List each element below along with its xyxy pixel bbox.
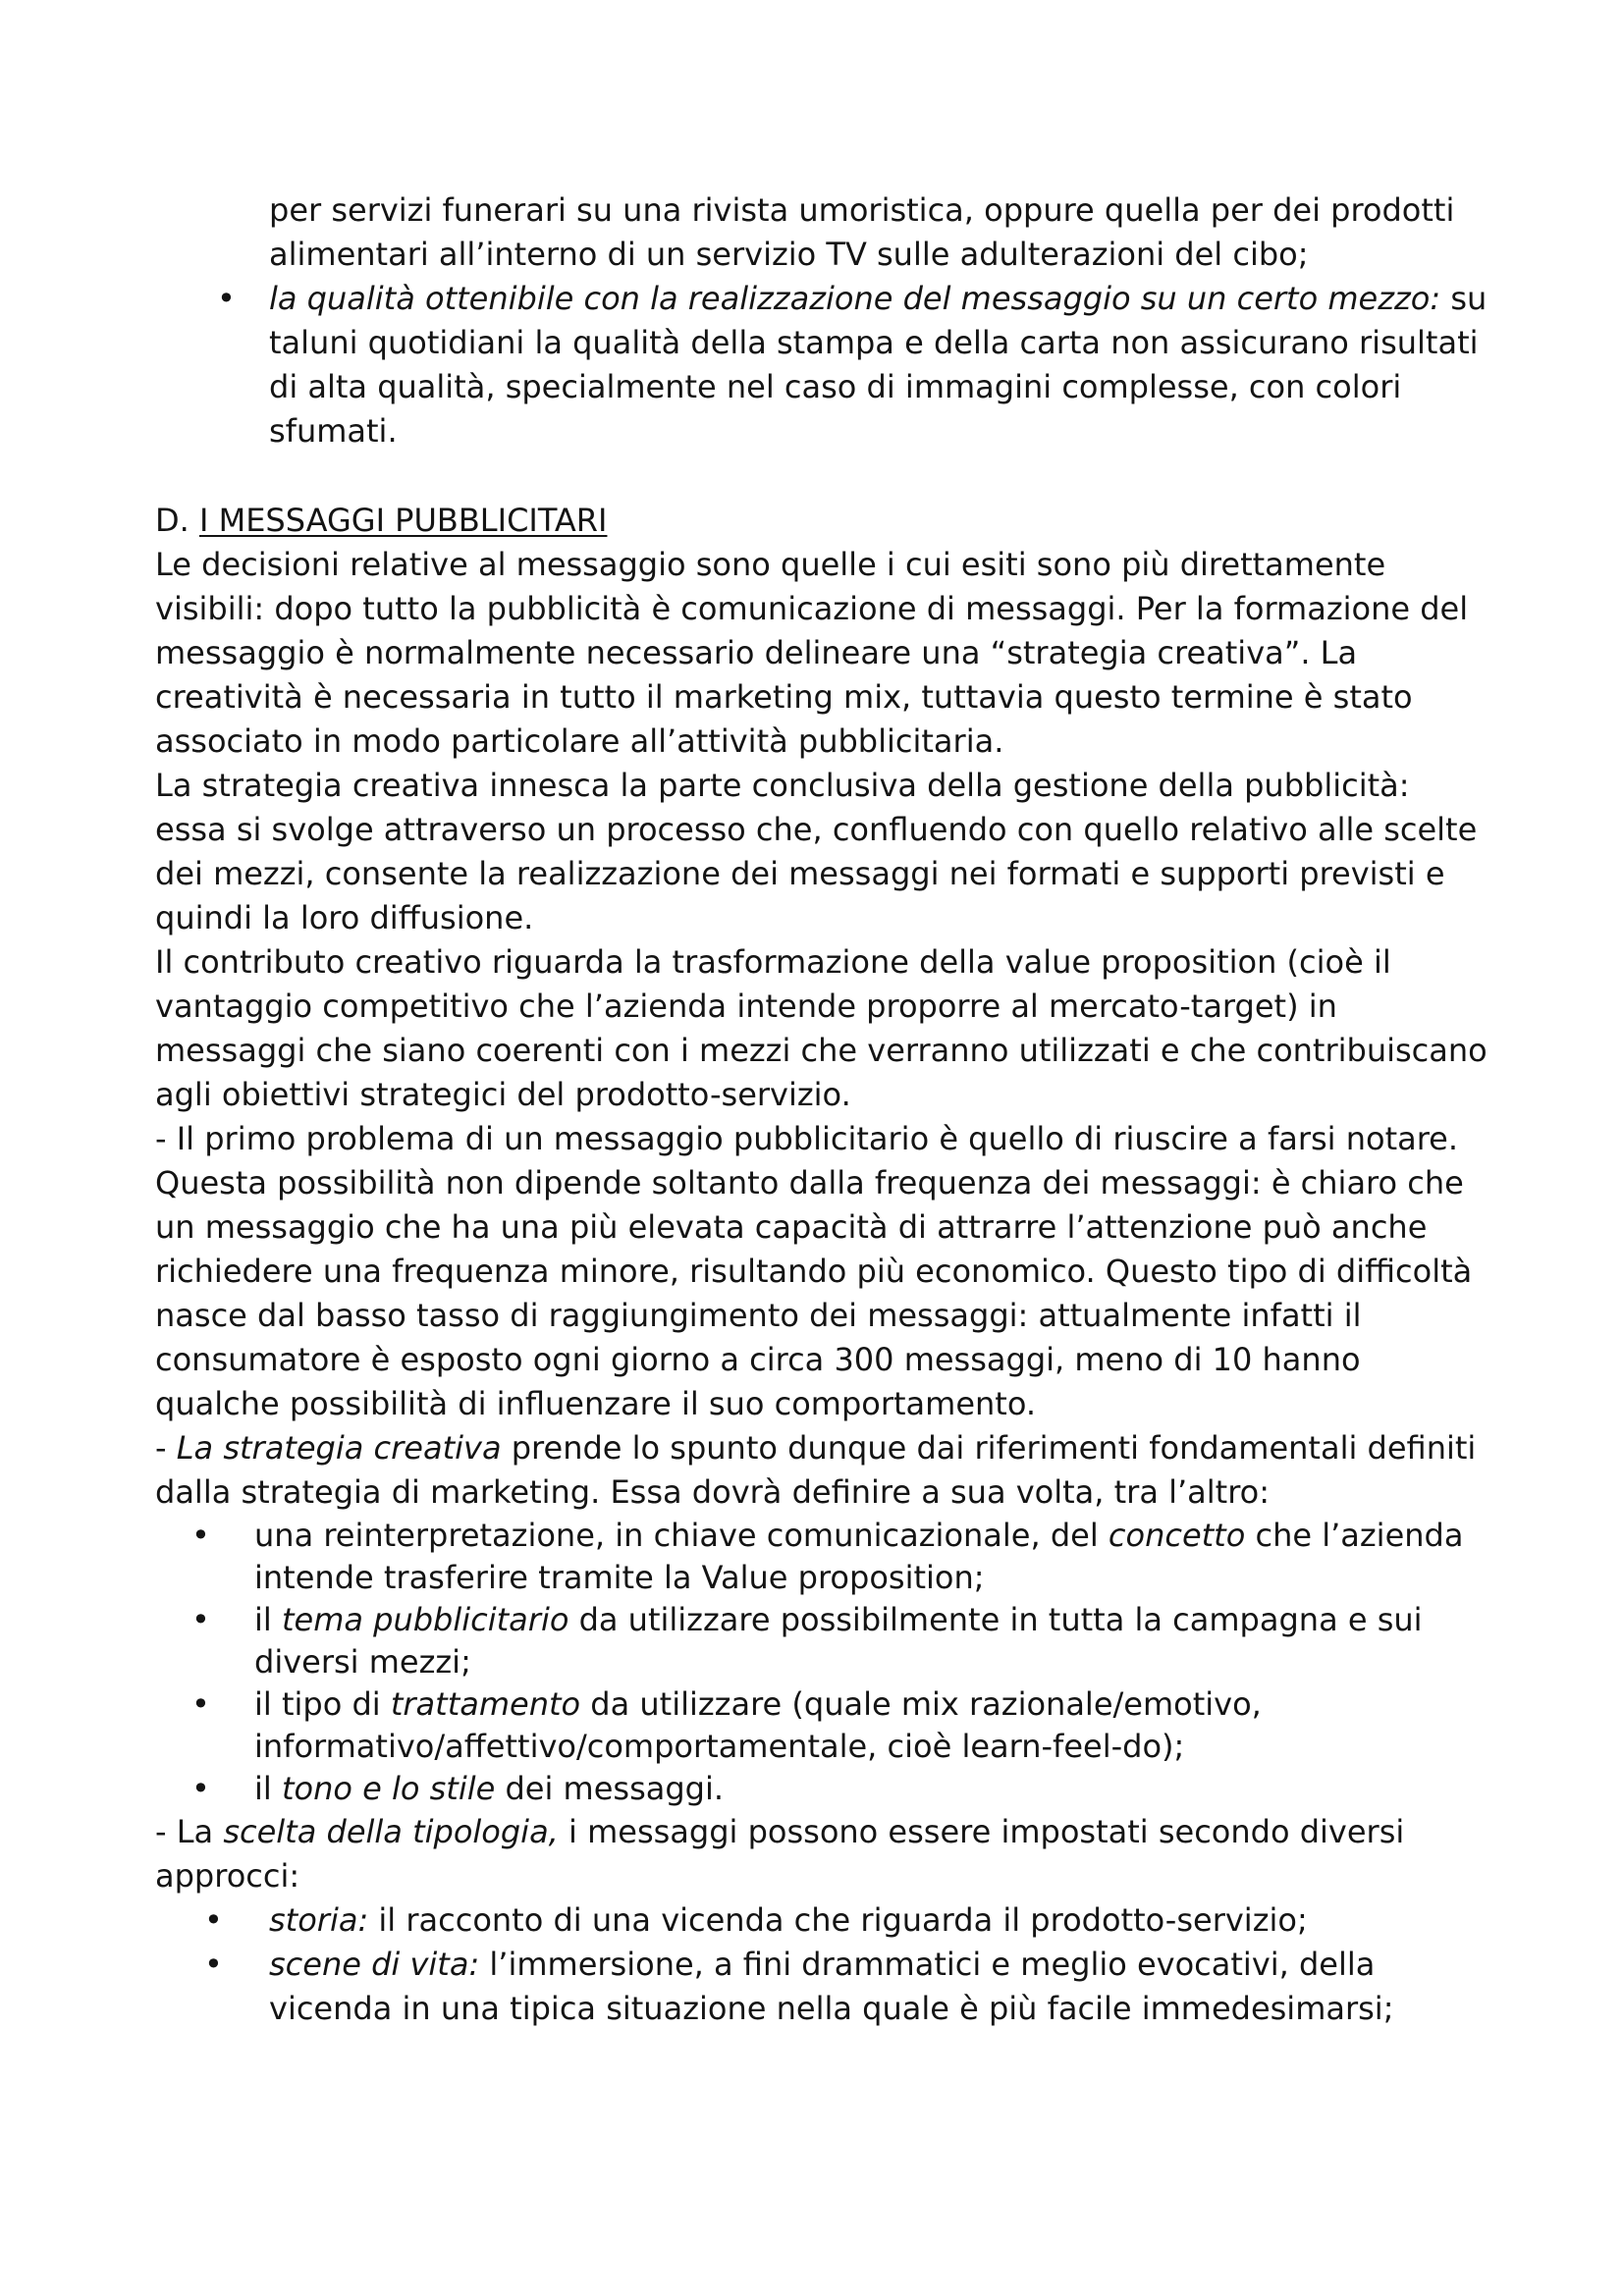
strategy-text: prende lo spunto dunque dai riferimenti fondamentali definiti dalla strategia di marketing. Essa dovrà definire a sua volta, tra l’altro: [155,1429,1477,1511]
list-item-emphasis: storia: [269,1901,369,1939]
list-item-emphasis: tono e lo stile [281,1770,496,1807]
page-content [155,188,1490,2031]
list-item-text: dei messaggi. [495,1770,725,1807]
strategy-emphasis: La strategia creativa [176,1429,502,1467]
list-item-text: da utilizzare (quale mix razionale/emotivo, informativo/affettivo/comportamentale, cioè learn-feel-do); [254,1685,1262,1765]
section-prefix: D. [155,502,199,539]
bullet-icon: • [191,1770,210,1807]
paragraph: La strategia creativa innesca la parte conclusiva della gestione della pubblicità: essa si svolge attraverso un processo che, confluendo con quello relativo alle scelte dei mezzi, consente la realizzazione dei messaggi nei formati e supporti previsti e quindi la loro diffusione. [155,767,1478,936]
list-item [155,1683,1490,1768]
list-item [155,1768,1490,1810]
list-item-text: che l’azienda intende trasferire tramite la Value proposition; [254,1517,1464,1596]
bullet-icon: • [191,1685,210,1723]
list-item-emphasis: tema pubblicitario [281,1601,569,1638]
bullet-icon: • [191,1601,210,1638]
section-title: I MESSAGGI PUBBLICITARI [198,502,608,539]
list-item-text: su taluni quotidiani la qualità della stampa e della carta non assicurano risultati di alta qualità, specialmente nel caso di immagini complesse, con colori sfumati. [269,280,1488,450]
strategy-prefix: - [155,1429,177,1467]
strategy-paragraph [155,1426,1490,1515]
typology-paragraph [155,1810,1490,1898]
bullet-icon: • [217,280,236,317]
list-item-text: il racconto di una vicenda che riguarda il prodotto-servizio; [368,1901,1308,1939]
list-item-emphasis: concetto [1108,1517,1246,1554]
list-item [155,1515,1490,1599]
list-item [155,277,1490,454]
typology-prefix: - La [155,1813,224,1850]
list-item-text: l’immersione, a fini drammatici e meglio evocativi, della vicenda in una tipica situazione nella quale è più facile immedesimarsi; [269,1946,1394,2027]
list-item-emphasis: scene di vita: [269,1946,480,1983]
top-bullet-list [155,277,1490,454]
list-item-text: da utilizzare possibilmente in tutta la campagna e sui diversi mezzi; [254,1601,1423,1681]
list-item [155,1599,1490,1683]
bullet-icon: • [204,1901,223,1939]
list-item-emphasis: la qualità ottenibile con la realizzazione del messaggio su un certo mezzo: [269,280,1441,317]
paragraph: Il contributo creativo riguarda la trasformazione della value proposition (cioè il vantaggio competitivo che l’azienda intende proporre al mercato-target) in messaggi che siano coerenti con i mezzi che verranno utilizzati e che contribuiscano agli obiettivi strategici del prodotto-servizio. [155,943,1488,1113]
section-heading [155,499,1490,543]
bullet-icon: • [191,1517,210,1554]
list-item [155,1898,1490,1943]
bullet-icon: • [204,1946,223,1983]
list-item-text: una reinterpretazione, in chiave comunicazionale, del [254,1517,1109,1554]
list-item-emphasis: trattamento [390,1685,581,1723]
typology-emphasis: scelta della tipologia, [223,1813,559,1850]
typology-bullet-list [155,1898,1490,2031]
list-item [155,1943,1490,2031]
strategy-bullet-list [155,1515,1490,1810]
list-item-text: il tipo di [254,1685,391,1723]
list-item-text: il [254,1770,282,1807]
continued-list-text: per servizi funerari su una rivista umoristica, oppure quella per dei prodotti alimentari all’interno di un servizio TV sulle adulterazioni del cibo; [269,191,1455,273]
paragraph: Le decisioni relative al messaggio sono quelle i cui esiti sono più direttamente visibili: dopo tutto la pubblicità è comunicazione di messaggi. Per la formazione del messaggio è normalmente necessario delineare una “strategia creativa”. La creatività è necessaria in tutto il marketing mix, tuttavia questo termine è stato associato in modo particolare all’attività pubblicitaria. [155,546,1469,760]
list-item-text: il [254,1601,282,1638]
paragraph: - Il primo problema di un messaggio pubblicitario è quello di riuscire a farsi notare. Questa possibilità non dipende soltanto dalla frequenza dei messaggi: è chiaro che un messaggio che ha una più elevata capacità di attrarre l’attenzione può anche richiedere una frequenza minore, risultando più economico. Questo tipo di difficoltà nasce dal basso tasso di raggiungimento dei messaggi: attualmente infatti il consumatore è esposto ogni giorno a circa 300 messaggi, meno di 10 hanno qualche possibilità di influenzare il suo comportamento. [155,1120,1473,1422]
typology-text: i messaggi possono essere impostati secondo diversi approcci: [155,1813,1405,1895]
